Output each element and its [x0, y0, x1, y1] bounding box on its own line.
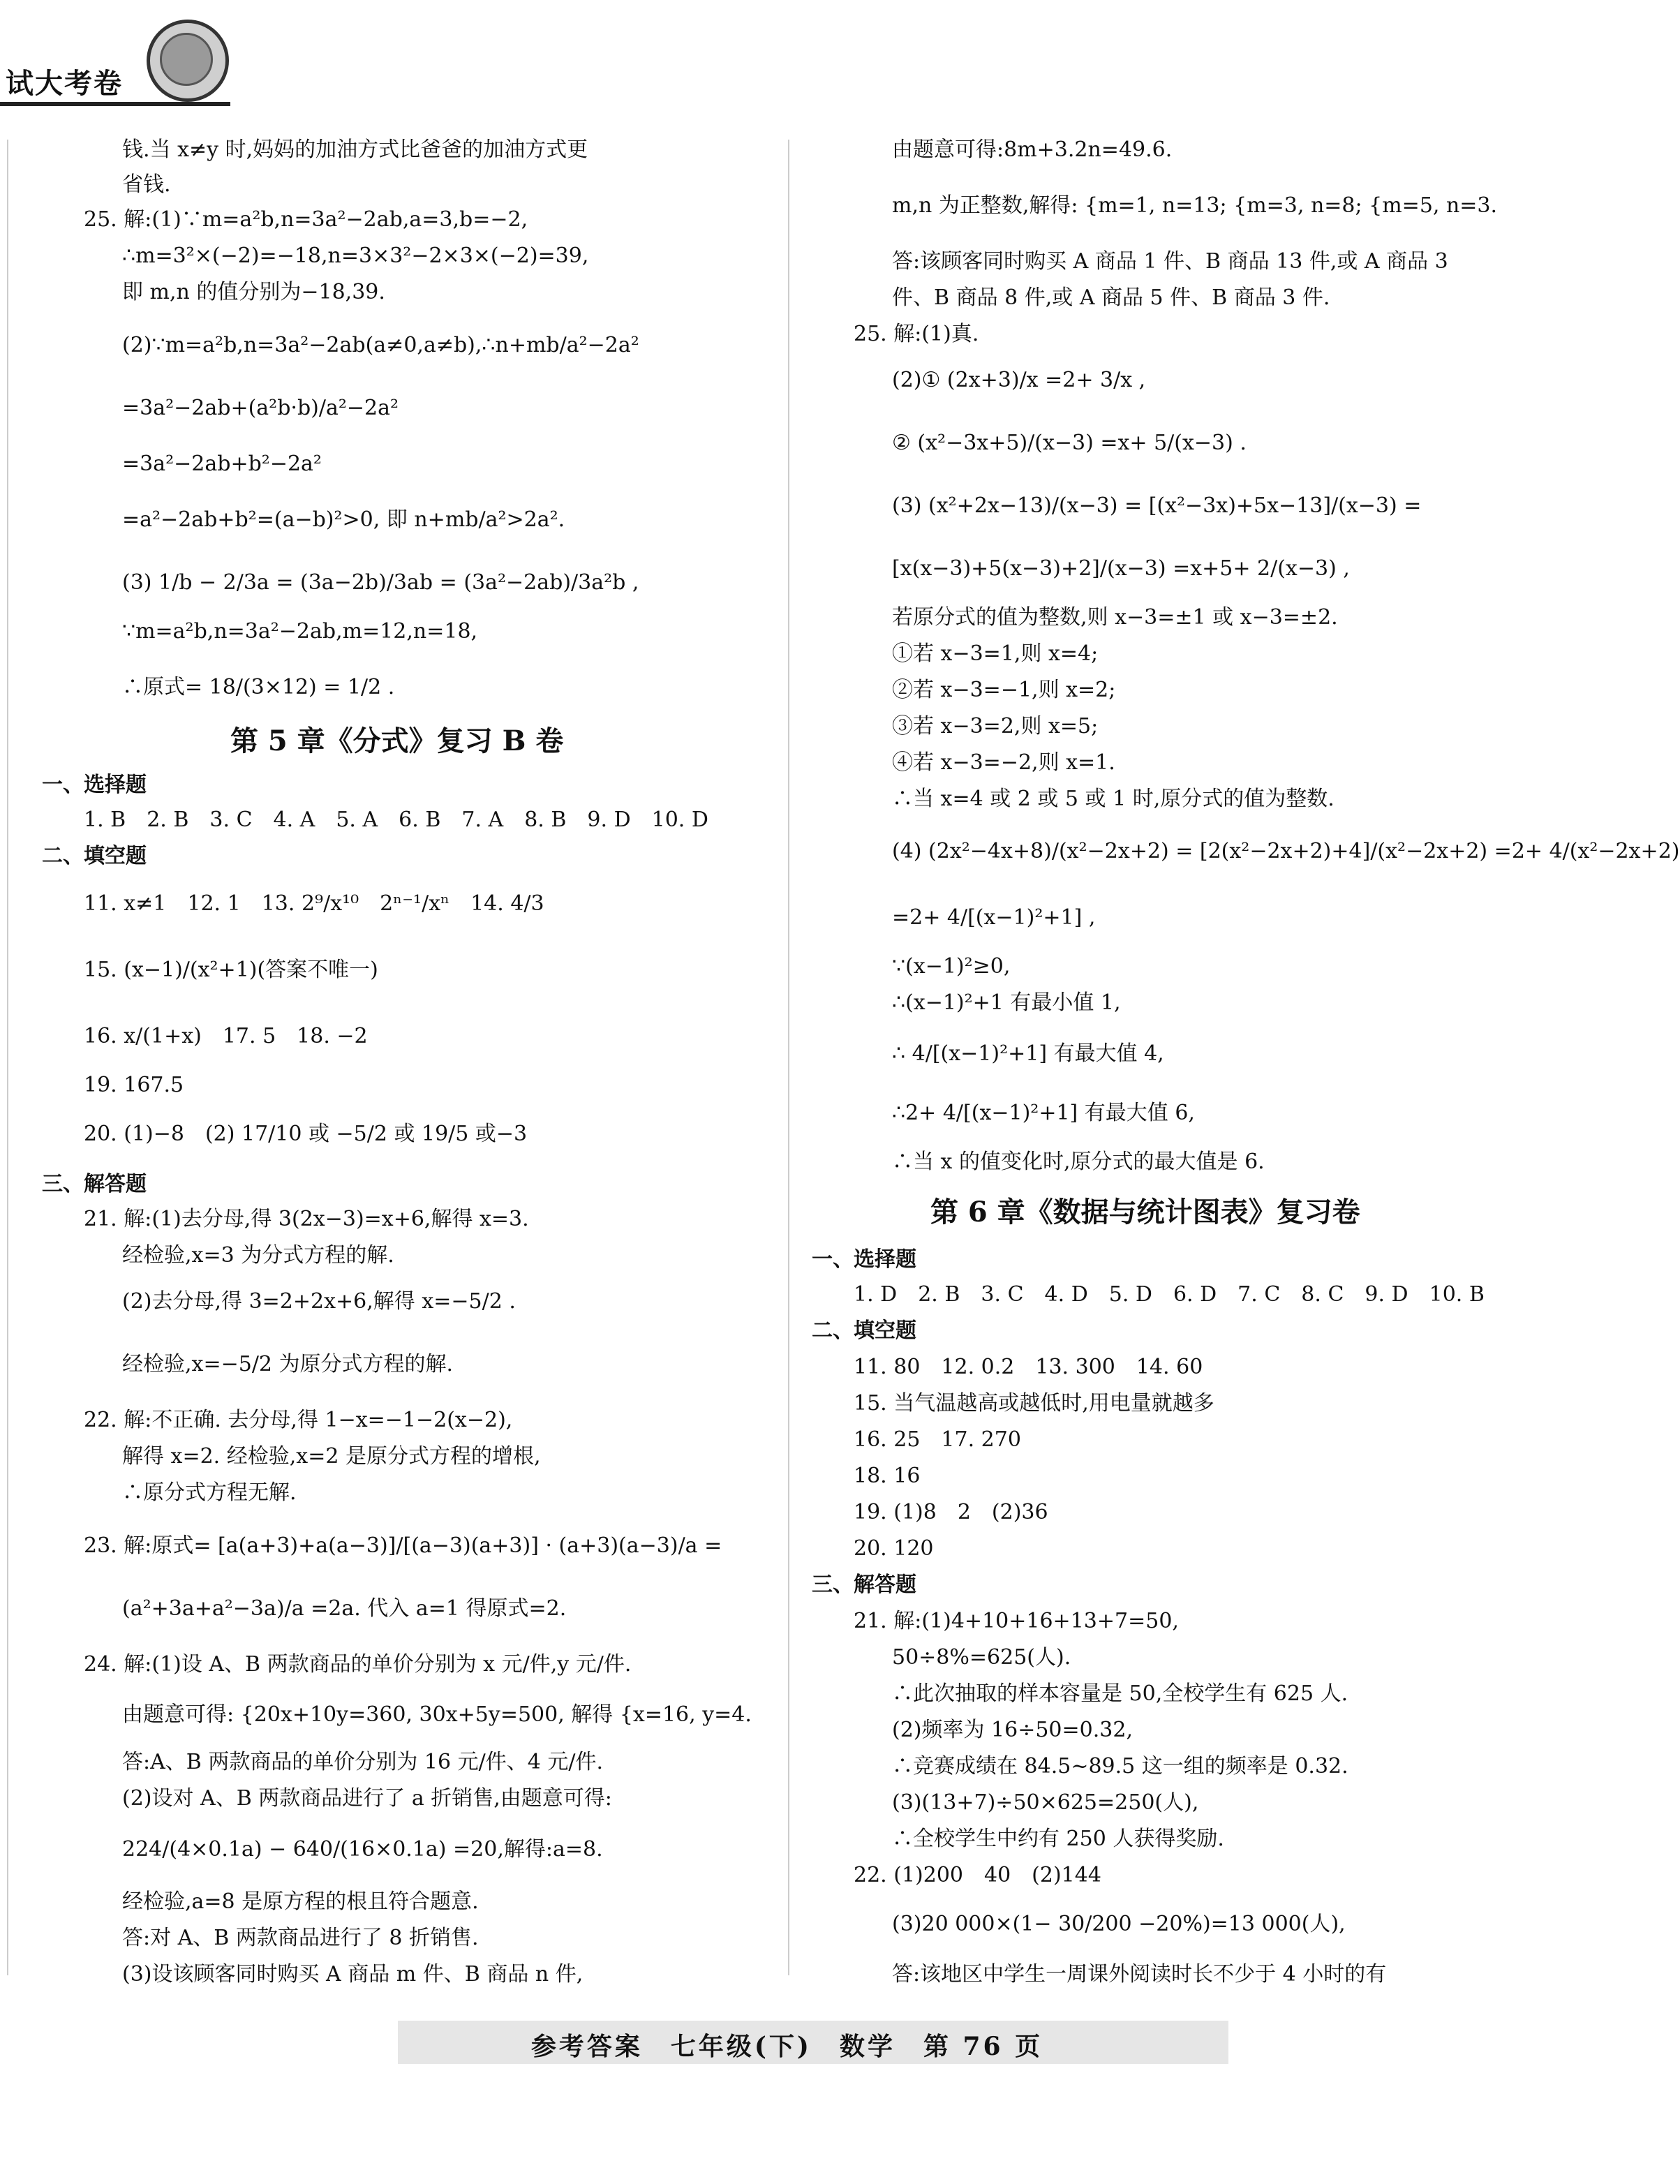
answer-line: (2)频率为 16÷50=0.32, — [892, 1718, 1133, 1742]
answer-line: 22. 解:不正确. 去分母,得 1−x=−1−2(x−2), — [84, 1408, 513, 1432]
answer-line: (3) (x²+2x−13)/(x−3) = [(x²−3x)+5x−13]/(x−3) = — [892, 493, 1422, 518]
answer-line: 1. B 2. B 3. C 4. A 5. A 6. B 7. A 8. B 9. D 10. D — [84, 808, 708, 832]
answer-line: 16. 25 17. 270 — [854, 1427, 1021, 1452]
answer-line: (2)设对 A、B 两款商品进行了 a 折销售,由题意可得: — [122, 1786, 612, 1811]
answer-line: 答:对 A、B 两款商品进行了 8 折销售. — [122, 1926, 479, 1950]
center-binding-marks — [787, 140, 791, 1975]
answer-line: ②若 x−3=−1,则 x=2; — [892, 678, 1116, 702]
chapter-title: 第 5 章《分式》复习 B 卷 — [230, 725, 564, 757]
answer-line: ∴当 x=4 或 2 或 5 或 1 时,原分式的值为整数. — [892, 787, 1335, 811]
page-footer: 参考答案 七年级(下) 数学 第 76 页 — [530, 2032, 1043, 2061]
answer-line: 22. (1)200 40 (2)144 — [854, 1863, 1101, 1887]
section-heading: 二、填空题 — [812, 1318, 916, 1343]
answer-line: ∴全校学生中约有 250 人获得奖励. — [892, 1827, 1224, 1851]
answer-line: (3) 1/b − 2/3a = (3a−2b)/3ab = (3a²−2ab)/3a²b , — [122, 570, 639, 595]
answer-line: 经检验,x=3 为分式方程的解. — [122, 1243, 394, 1268]
answer-line: ④若 x−3=−2,则 x=1. — [892, 750, 1115, 775]
answer-line: (2)去分母,得 3=2+2x+6,解得 x=−5/2 . — [122, 1289, 516, 1314]
header-title: 试大考卷 — [6, 68, 123, 100]
answer-line: =3a²−2ab+(a²b·b)/a²−2a² — [122, 396, 399, 420]
answer-line: 经检验,x=−5/2 为原分式方程的解. — [122, 1352, 454, 1376]
answer-line: 答:该顾客同时购买 A 商品 1 件、B 商品 13 件,或 A 商品 3 — [892, 249, 1448, 274]
answer-line: 16. x/(1+x) 17. 5 18. −2 — [84, 1024, 368, 1048]
answer-line: 21. 解:(1)4+10+16+13+7=50, — [854, 1609, 1179, 1633]
answer-line: 解得 x=2. 经检验,x=2 是原分式方程的增根, — [122, 1444, 541, 1469]
emblem-logo-icon — [147, 20, 229, 102]
answer-line: 25. 解:(1)∵m=a²b,n=3a²−2ab,a=3,b=−2, — [84, 207, 528, 232]
answer-line: 1. D 2. B 3. C 4. D 5. D 6. D 7. C 8. C 9. D 10. B — [854, 1282, 1485, 1307]
answer-line: 24. 解:(1)设 A、B 两款商品的单价分别为 x 元/件,y 元/件. — [84, 1652, 632, 1677]
answer-line: 11. 80 12. 0.2 13. 300 14. 60 — [854, 1355, 1203, 1379]
answer-line: ∴此次抽取的样本容量是 50,全校学生有 625 人. — [892, 1681, 1348, 1706]
answer-line: 18. 16 — [854, 1464, 921, 1488]
answer-line: (3)(13+7)÷50×625=250(人), — [892, 1790, 1199, 1815]
answer-line: 件、B 商品 8 件,或 A 商品 5 件、B 商品 3 件. — [892, 285, 1330, 310]
section-heading: 三、解答题 — [42, 1172, 147, 1196]
answer-line: =3a²−2ab+b²−2a² — [122, 452, 322, 476]
answer-line: ①若 x−3=1,则 x=4; — [892, 641, 1099, 666]
answer-line: 23. 解:原式= [a(a+3)+a(a−3)]/[(a−3)(a+3)] · (a+3)(a−3)/a = — [84, 1533, 722, 1558]
section-heading: 一、选择题 — [812, 1247, 916, 1272]
section-heading: 三、解答题 — [812, 1573, 916, 1597]
page-header — [0, 0, 1574, 112]
answer-line: 经检验,a=8 是原方程的根且符合题意. — [122, 1889, 479, 1914]
answer-line: [x(x−3)+5(x−3)+2]/(x−3) =x+5+ 2/(x−3) , — [892, 556, 1350, 581]
answer-line: (2)① (2x+3)/x =2+ 3/x , — [892, 368, 1146, 392]
answer-line: 20. (1)−8 (2) 17/10 或 −5/2 或 19/5 或−3 — [84, 1122, 528, 1146]
answer-line: ∵m=a²b,n=3a²−2ab,m=12,n=18, — [122, 619, 478, 644]
answer-line: ∴原式= 18/(3×12) = 1/2 . — [122, 675, 395, 699]
answer-line: =a²−2ab+b²=(a−b)²>0, 即 n+mb/a²>2a². — [122, 507, 565, 532]
section-heading: 二、填空题 — [42, 844, 147, 868]
answer-line: ② (x²−3x+5)/(x−3) =x+ 5/(x−3) . — [892, 431, 1247, 455]
answer-line: 省钱. — [122, 172, 171, 197]
answer-line: (4) (2x²−4x+8)/(x²−2x+2) = [2(x²−2x+2)+4]/(x²−2x+2) =2+ 4/(x²−2x+2) — [892, 839, 1680, 863]
section-heading: 一、选择题 — [42, 773, 147, 797]
answer-line: 19. 167.5 — [84, 1073, 184, 1097]
answer-line: ③若 x−3=2,则 x=5; — [892, 714, 1099, 738]
answer-line: 即 m,n 的值分别为−18,39. — [122, 280, 385, 304]
answer-line: ∴(x−1)²+1 有最小值 1, — [892, 990, 1121, 1015]
answer-line: ∴2+ 4/[(x−1)²+1] 有最大值 6, — [892, 1101, 1195, 1125]
answer-line: ∴ 4/[(x−1)²+1] 有最大值 4, — [892, 1041, 1164, 1066]
answer-line: 19. (1)8 2 (2)36 — [854, 1500, 1048, 1524]
answer-line: ∴m=3²×(−2)=−18,n=3×3²−2×3×(−2)=39, — [122, 244, 589, 268]
answer-line: 50÷8%=625(人). — [892, 1645, 1071, 1670]
chapter-title: 第 6 章《数据与统计图表》复习卷 — [930, 1196, 1360, 1228]
answer-line: 25. 解:(1)真. — [854, 322, 979, 346]
answer-line: (2)∵m=a²b,n=3a²−2ab(a≠0,a≠b),∴n+mb/a²−2a² — [122, 333, 639, 357]
answer-line: m,n 为正整数,解得: {m=1, n=13; {m=3, n=8; {m=5, n=3. — [892, 193, 1498, 218]
answer-line: 答:该地区中学生一周课外阅读时长不少于 4 小时的有 — [892, 1962, 1387, 1986]
header-rule — [0, 102, 230, 106]
answer-line: 由题意可得:8m+3.2n=49.6. — [892, 138, 1173, 162]
answer-line: 由题意可得: {20x+10y=360, 30x+5y=500, 解得 {x=16, y=4. — [122, 1702, 752, 1727]
answer-line: (3)20 000×(1− 30/200 −20%)=13 000(人), — [892, 1912, 1346, 1936]
answer-line: 钱.当 x≠y 时,妈妈的加油方式比爸爸的加油方式更 — [122, 138, 588, 162]
answer-line: 11. x≠1 12. 1 13. 2⁹/x¹⁰ 2ⁿ⁻¹/xⁿ 14. 4/3 — [84, 891, 544, 916]
answer-line: 20. 120 — [854, 1536, 934, 1561]
answer-line: 15. 当气温越高或越低时,用电量就越多 — [854, 1391, 1214, 1416]
answer-line: 21. 解:(1)去分母,得 3(2x−3)=x+6,解得 x=3. — [84, 1207, 529, 1231]
answer-line: 答:A、B 两款商品的单价分别为 16 元/件、4 元/件. — [122, 1750, 603, 1774]
answer-line: 15. (x−1)/(x²+1)(答案不唯一) — [84, 958, 378, 982]
answer-line: 若原分式的值为整数,则 x−3=±1 或 x−3=±2. — [892, 605, 1338, 630]
answer-line: ∵(x−1)²≥0, — [892, 954, 1011, 979]
answer-line: (3)设该顾客同时购买 A 商品 m 件、B 商品 n 件, — [122, 1962, 583, 1986]
answer-line: ∴当 x 的值变化时,原分式的最大值是 6. — [892, 1150, 1265, 1174]
answer-line: ∴原分式方程无解. — [122, 1480, 297, 1505]
answer-line: (a²+3a+a²−3a)/a =2a. 代入 a=1 得原式=2. — [122, 1596, 567, 1621]
answer-line: =2+ 4/[(x−1)²+1] , — [892, 905, 1096, 930]
answer-line: 224/(4×0.1a) − 640/(16×0.1a) =20,解得:a=8. — [122, 1837, 603, 1862]
answer-line: ∴竞赛成绩在 84.5~89.5 这一组的频率是 0.32. — [892, 1754, 1348, 1778]
left-binding-marks — [6, 140, 10, 1975]
